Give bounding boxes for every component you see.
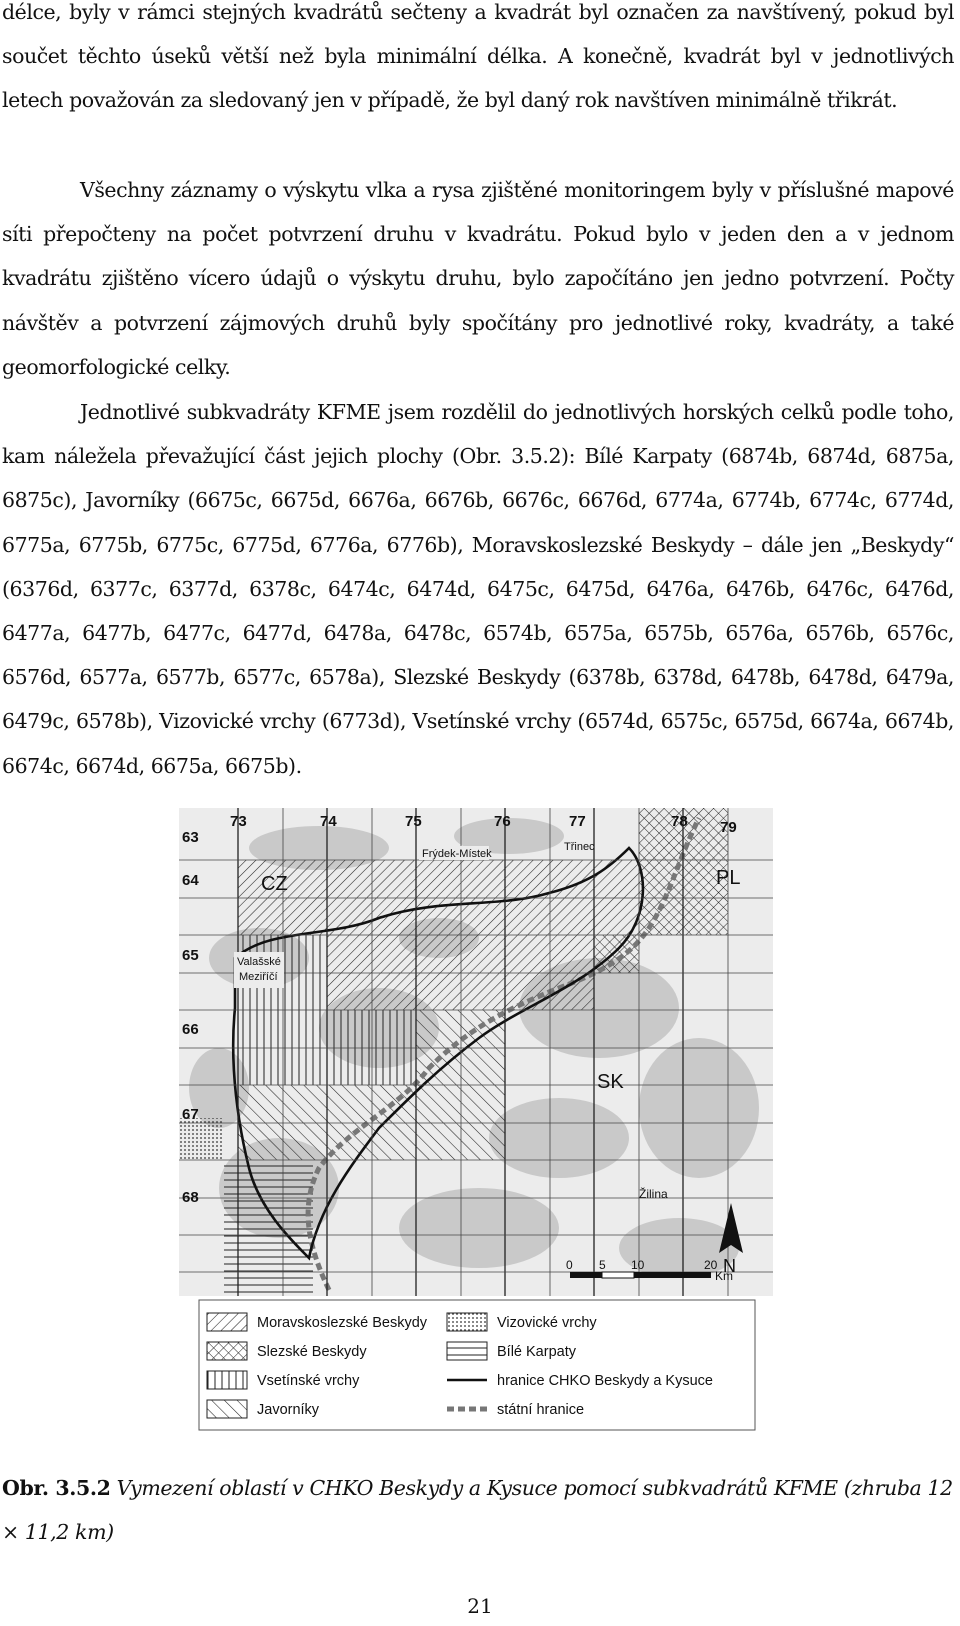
map-legend [199,1300,755,1430]
legend-label-javorniky: Javorníky [257,1402,320,1418]
map-svg [179,808,773,1446]
scale-tick: 20 [704,1258,718,1272]
legend-label-bile: Bílé Karpaty [497,1344,576,1360]
scale-tick: 5 [599,1258,606,1272]
country-pl: PL [716,867,741,889]
legend-swatch-slezske [207,1342,247,1360]
scale-tick: 10 [631,1258,645,1272]
column-label: 78 [671,813,688,830]
place-zilina: Žilina [639,1187,668,1201]
map-figure [179,808,773,1446]
column-label: 74 [320,813,337,830]
column-label: 76 [494,813,511,830]
legend-label-statni: státní hranice [497,1402,585,1418]
legend-label-slezske: Slezské Beskydy [257,1344,367,1360]
row-label: 63 [182,829,199,846]
row-label: 64 [182,872,199,889]
place-frydek-mistek: Frýdek-Místek [422,848,492,860]
scale-unit: Km [715,1269,733,1283]
legend-label-vsetinske: Vsetínské vrchy [257,1373,360,1389]
row-label: 65 [182,947,199,964]
place-mezirici: Meziříčí [239,971,278,983]
legend-label-moravskoslezske: Moravskoslezské Beskydy [257,1315,428,1331]
row-label: 66 [182,1021,199,1038]
scale-tick: 0 [566,1258,573,1272]
paragraph-3: Jednotlivé subkvadráty KFME jsem rozdělil do jednotlivých horských celků podle toho, kam náležela převažující část jejich plochy (Obr. 3.5.2): Bílé Karpaty (6874b, 6874d, 6875a, 6875c), Javorníky (6675c, 6675d, 6676a, 6676b, 6676c, 6676d, 6774a, 6774b, 6774c, 6774d, 6775a, 6775b, 6775c, 6775d, 6776a, 6776b), Moravskoslezské Beskydy – dále jen „Beskydy“ (6376d, 6377c, 6377d, 6378c, 6474c, 6474d, 6475c, 6475d, 6476a, 6476b, 6476c, 6476d, 6477a, 6477b, 6477c, 6477d, 6478a, 6478c, 6574b, 6575a, 6575b, 6576a, 6576b, 6576c, 6576d, 6577a, 6577b, 6577c, 6578a), Slezské Beskydy (6378b, 6378d, 6478b, 6478d, 6479a, 6479c, 6578b), Vizovické vrchy (6773d), Vsetínské vrchy (6574d, 6575c, 6575d, 6674a, 6674b, 6674c, 6674d, 6675a, 6675b). [2,400,954,778]
legend-swatch-bile [447,1342,487,1360]
figure-caption [2,1466,954,1554]
row-label: 68 [182,1189,199,1206]
column-label: 77 [569,813,586,830]
north-label: N [723,1256,736,1276]
place-valasske: Valašské [237,956,281,968]
legend-label-chko: hranice CHKO Beskydy a Kysuce [497,1373,713,1389]
legend-label-vizovicke: Vizovické vrchy [497,1315,597,1331]
place-trinec: Třinec [564,841,595,853]
column-label: 75 [405,813,422,830]
page-number: 21 [467,1594,493,1618]
paragraph-1: délce, byly v rámci stejných kvadrátů sečteny a kvadrát byl označen za navštívený, pokud byl součet těchto úseků větší než byla minimální délka. A konečně, kvadrát byl v jednotlivých letech považován za sledovaný jen v případě, že byl daný rok navštíven minimálně třikrát. [2,0,954,113]
caption-label: Obr. 3.5.2 [2,1476,111,1500]
caption-text: Vymezení oblastí v CHKO Beskydy a Kysuce pomocí subkvadrátů KFME (zhruba 12 × 11,2 km) [2,1476,953,1544]
legend-swatch-moravskoslezske [207,1313,247,1331]
row-label: 67 [182,1106,199,1123]
country-sk: SK [597,1071,624,1093]
column-label: 73 [230,813,247,830]
country-cz: CZ [261,873,288,895]
legend-swatch-vsetinske [207,1371,247,1389]
legend-swatch-vizovicke [447,1313,487,1331]
legend-swatch-javorniky [207,1400,247,1418]
area-vizovicke [179,1118,224,1160]
paragraph-2: Všechny záznamy o výskytu vlka a rysa zjištěné monitoringem byly v příslušné mapové síti přepočteny na počet potvrzení druhu v kvadrátu. Pokud bylo v jeden den a v jednom kvadrátu zjištěno vícero údajů o výskytu druhu, bylo započítáno jen jedno potvrzení. Počty návštěv a potvrzení zájmových druhů byly spočítány pro jednotlivé roky, kvadráty, a také geomorfologické celky. [2,178,954,379]
column-label: 79 [720,819,737,836]
